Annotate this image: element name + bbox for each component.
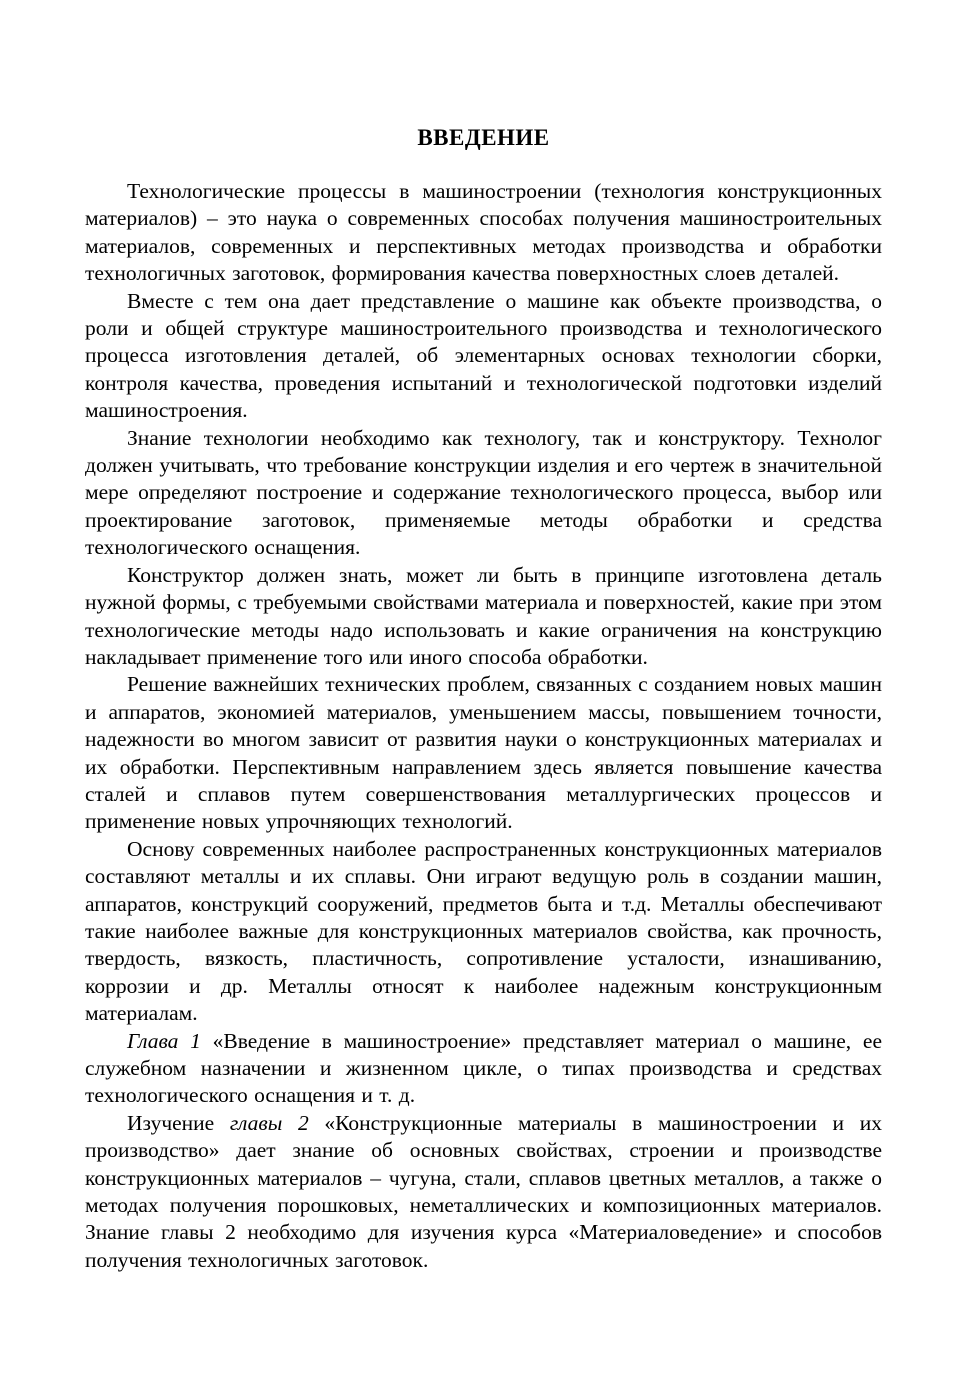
text-run: Конструктор должен знать, может ли быть в принципе изготовлена деталь нужной формы, с требуемыми свойствами материала и поверхностей, какие при этом технологические методы надо использовать и какие ограничения на конструкцию накладывает применение того или иного способа обработки. xyxy=(85,562,882,669)
text-run: Технологические процессы в машиностроении (технология конструкционных материалов) – это наука о современных способах получения машиностроительных материалов, современных и перспективных методах производства и обработки технологичных заготовок, формирования качества поверхностных слоев деталей. xyxy=(85,179,882,286)
paragraph xyxy=(85,288,882,425)
paragraph xyxy=(85,425,882,562)
italic-text-run: главы 2 xyxy=(229,1110,309,1135)
page-title: ВВЕДЕНИЕ xyxy=(417,125,550,150)
paragraph xyxy=(85,178,882,288)
text-run: Решение важнейших технических проблем, связанных с созданием новых машин и аппаратов, экономией материалов, уменьшением массы, повышением точности, надежности во многом зависит от развития науки о конструкционных материалах и их обработки. Перспективным направлением здесь является повышение качества сталей и сплавов путем совершенствования металлургических процессов и применение новых упрочняющих технологий. xyxy=(85,672,883,834)
text-run: Вместе с тем она дает представление о машине как объекте производства, о роли и общей структуре машиностроительного производства и технологического процесса изготовления деталей, об элементарных основах технологии сборки, контроля качества, проведения испытаний и технологической подготовки изделий машиностроения. xyxy=(85,288,882,423)
text-run: «Введение в машиностроение» представляет материал о машине, ее служебном назначении и жизненном цикле, о типах производства и средствах технологического оснащения и т. д. xyxy=(85,1028,882,1108)
text-run: «Конструкционные материалы в машиностроении и их производство» дает знание об основных свойствах, строении и производстве конструкционных материалов – чугуна, стали, сплавов цветных металлов, а также о методах получения порошковых, неметаллических и композиционных материалов. Знание главы 2 необходимо для изучения курса «Материаловедение» и способов получения технологичных заготовок. xyxy=(85,1110,882,1272)
paragraph xyxy=(85,562,882,672)
text-run: Изучение xyxy=(127,1110,230,1135)
paragraph xyxy=(85,1028,882,1110)
italic-text-run: Глава 1 xyxy=(127,1028,201,1053)
paragraph xyxy=(85,671,882,835)
text-run: Основу современных наиболее распространенных конструкционных материалов составляют металлы и их сплавы. Они играют ведущую роль в создании машин, аппаратов, конструкций сооружений, предметов быта и т.д. Металлы обеспечивают такие наиболее важные для конструкционных материалов свойства, как прочность, твердость, вязкость, пластичность, сопротивление усталости, изнашиванию, коррозии и др. Металлы относят к наиболее надежным конструкционным материалам. xyxy=(85,836,882,1026)
page-content xyxy=(85,124,882,1274)
body-text xyxy=(85,178,882,1274)
paragraph xyxy=(85,1110,882,1274)
text-run: Знание технологии необходимо как технологу, так и конструктору. Технолог должен учитывать, что требование конструкции изделия и его чертеж в значительной мере определяют построение и содержание технологического процесса, выбор или проектирование заготовок, применяемые методы обработки и средства технологического оснащения. xyxy=(85,425,882,560)
paragraph xyxy=(85,836,882,1028)
